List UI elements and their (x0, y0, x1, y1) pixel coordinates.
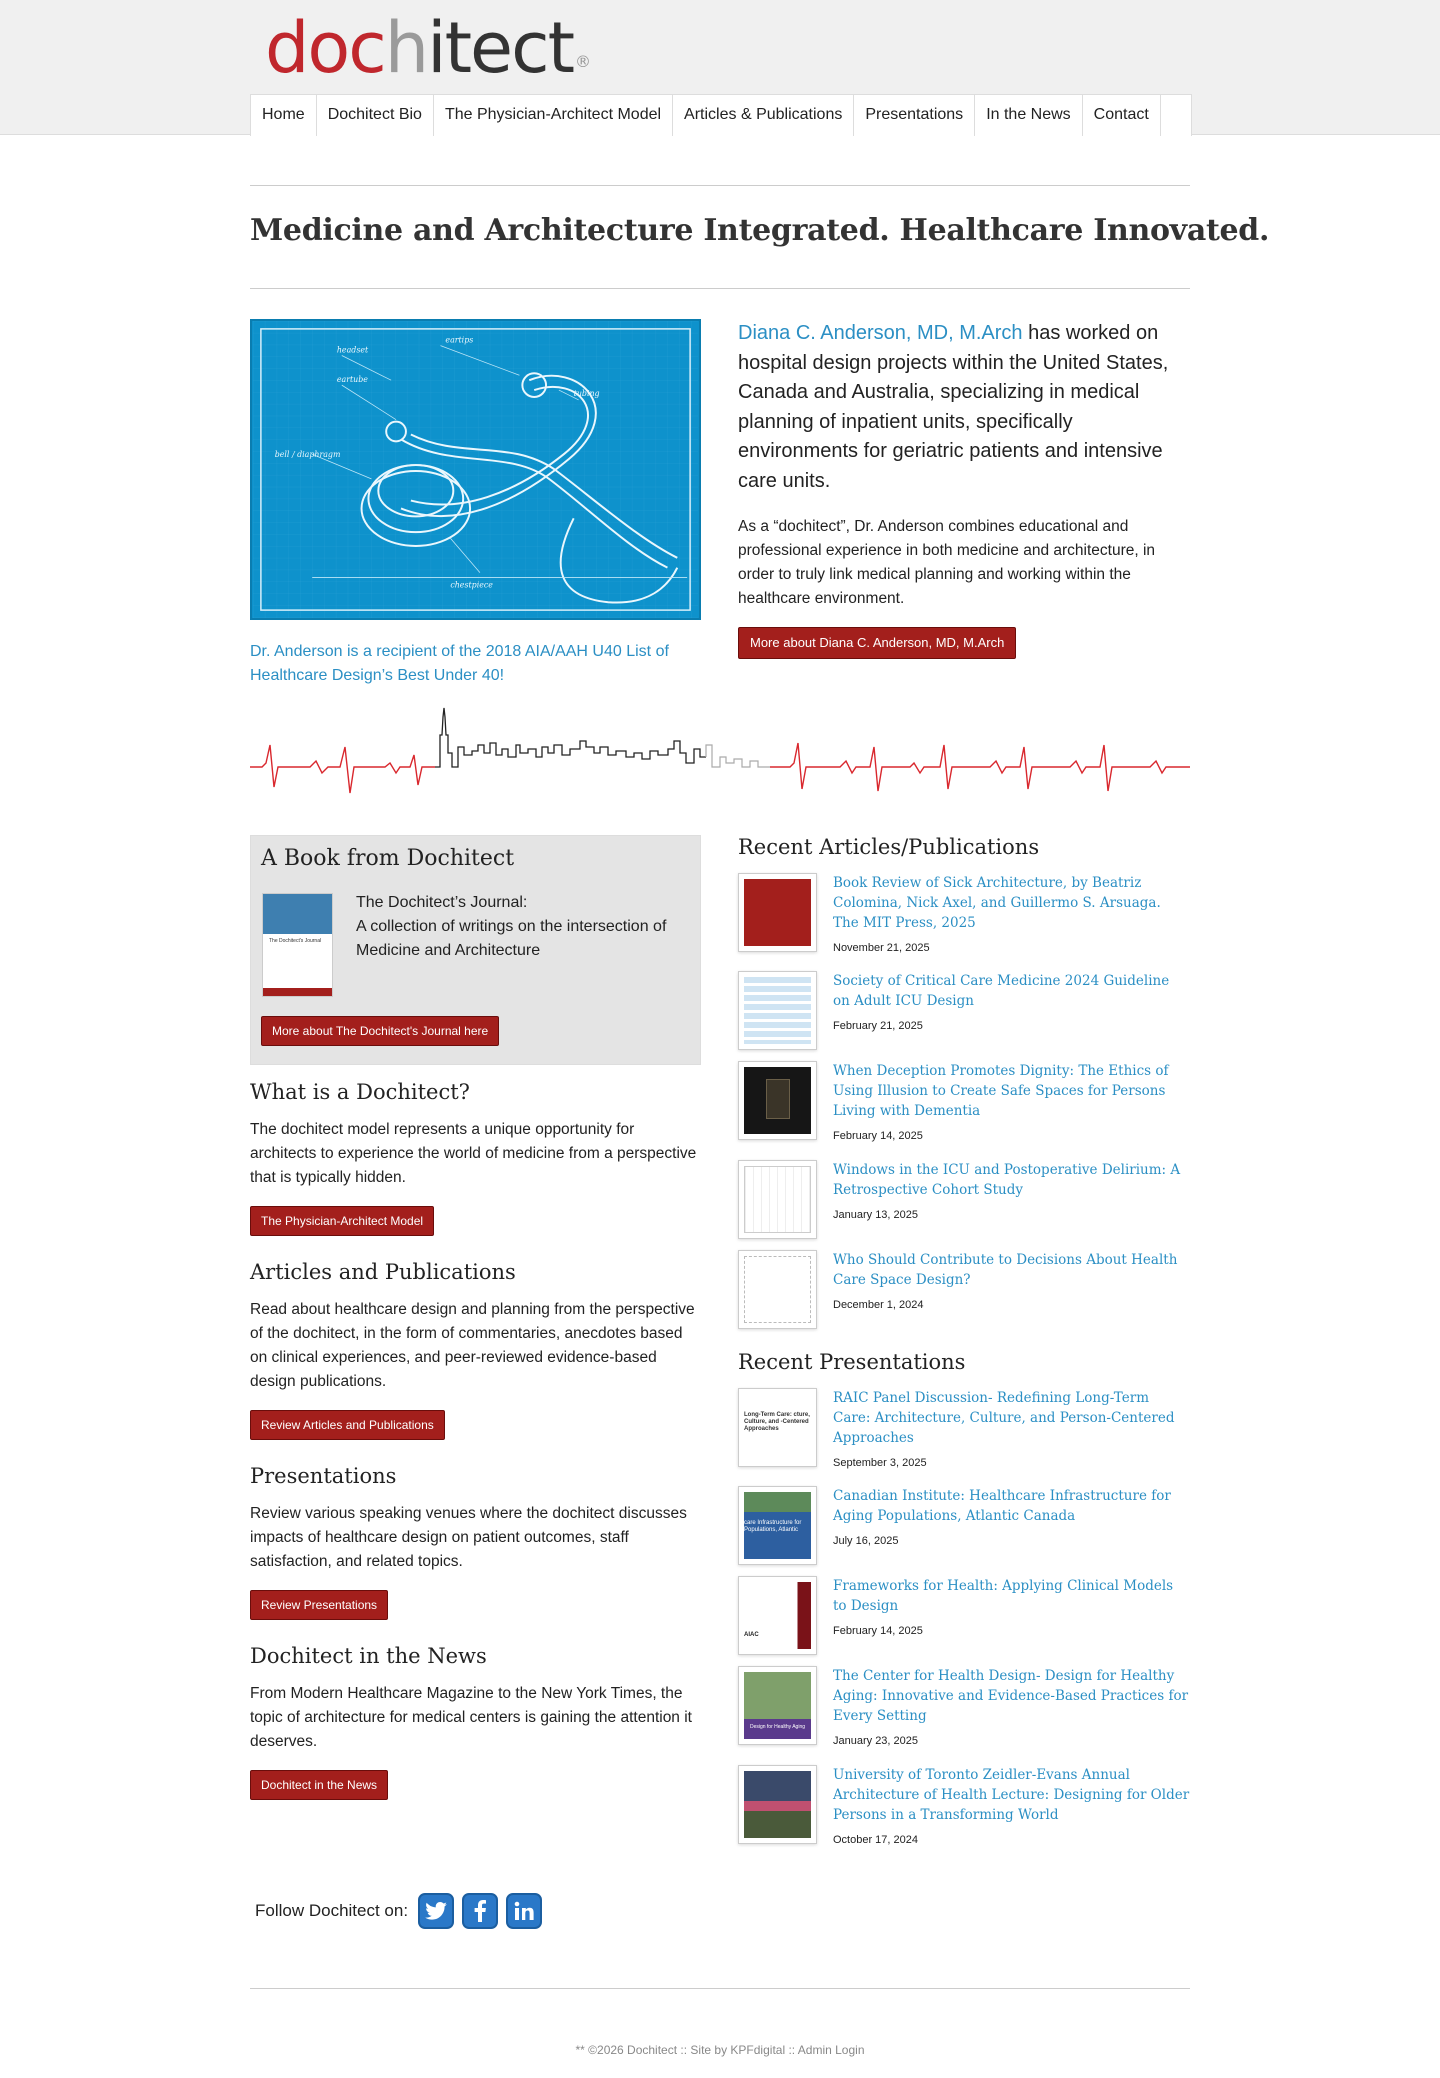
label-eartube: eartube (336, 375, 368, 385)
cover-blueprint-band (263, 894, 332, 934)
presentation-title-link[interactable]: Canadian Institute: Healthcare Infrastructure for Aging Populations, Atlantic Canada (833, 1488, 1171, 1524)
recent-articles-heading: Recent Articles/Publications (738, 835, 1040, 859)
doctor-name-link[interactable]: Diana C. Anderson, MD, M.Arch (738, 322, 1023, 344)
article-title-link[interactable]: When Deception Promotes Dignity: The Ethics of Using Illusion to Create Safe Spaces for Persons Living with Dementia (833, 1063, 1169, 1119)
recent-presentations-heading: Recent Presentations (738, 1350, 966, 1374)
page-tagline: Medicine and Architecture Integrated. Healthcare Innovated. (250, 213, 1270, 248)
more-about-journal-button[interactable]: More about The Dochitect's Journal here (261, 1016, 499, 1046)
section-text: From Modern Healthcare Magazine to the New York Times, the topic of architecture for medical centers is gaining the attention it deserves. (250, 1685, 692, 1750)
book-name-line: The Dochitect’s Journal: (356, 894, 528, 911)
presentation-date: January 23, 2025 (833, 1735, 919, 1747)
article-thumbnail[interactable] (738, 1160, 817, 1239)
section-title: Presentations (250, 1464, 397, 1488)
article-title-link[interactable]: Windows in the ICU and Postoperative Delirium: A Retrospective Cohort Study (833, 1162, 1181, 1198)
article-thumbnail[interactable] (738, 1061, 817, 1140)
presentation-title-link[interactable]: University of Toronto Zeidler-Evans Annual Architecture of Health Lecture: Designing for Older Persons in a Transforming World (833, 1767, 1190, 1823)
presentation-title-link[interactable]: RAIC Panel Discussion- Redefining Long-Term Care: Architecture, Culture, and Person-Centered Approaches (833, 1390, 1175, 1446)
presentation-title-link[interactable]: Frameworks for Health: Applying Clinical Models to Design (833, 1578, 1174, 1614)
presentation-thumbnail[interactable] (738, 1576, 817, 1655)
article-item (738, 1061, 1190, 1141)
nav-dochitect-bio[interactable]: Dochitect Bio (317, 95, 434, 136)
article-item (738, 1250, 1190, 1330)
book-promo-box (250, 835, 701, 1065)
article-title-link[interactable]: Who Should Contribute to Decisions About Health Care Space Design? (833, 1252, 1178, 1288)
section-in-the-news (250, 1644, 701, 1800)
presentation-thumbnail[interactable] (738, 1486, 817, 1565)
logo-part-doc: doc (265, 7, 385, 89)
linkedin-icon[interactable] (506, 1893, 542, 1929)
section-title: What is a Dochitect? (250, 1080, 470, 1104)
physician-architect-model-button[interactable]: The Physician-Architect Model (250, 1206, 434, 1236)
presentation-item (738, 1666, 1190, 1746)
presentation-date: February 14, 2025 (833, 1625, 923, 1637)
registered-mark: ® (575, 52, 592, 71)
nav-contact[interactable]: Contact (1083, 95, 1161, 136)
article-date: January 13, 2025 (833, 1209, 919, 1221)
nav-articles-publications[interactable]: Articles & Publications (673, 95, 854, 136)
cover-footer-band (263, 988, 332, 996)
stethoscope-blueprint-image (250, 319, 701, 620)
book-box-title: A Book from Dochitect (261, 846, 515, 871)
article-date: February 14, 2025 (833, 1130, 923, 1142)
article-item (738, 1160, 1190, 1240)
blueprint-svg (252, 321, 699, 618)
dochitect-in-news-button[interactable]: Dochitect in the News (250, 1770, 388, 1800)
label-headset: headset (336, 345, 369, 355)
review-presentations-button[interactable]: Review Presentations (250, 1590, 388, 1620)
section-text: Read about healthcare design and planning from the perspective of the dochitect, in the form of commentaries, anecdotes based on clinical experiences, and peer-reviewed evidence-based design publications. (250, 1301, 695, 1390)
section-text: The dochitect model represents a unique opportunity for architects to experience the world of medicine from a perspective that is typically hidden. (250, 1121, 697, 1186)
footer-divider (250, 1988, 1190, 1989)
intro-lead (738, 319, 1190, 496)
label-tubing: tubing (573, 388, 600, 398)
site-header (0, 0, 1440, 135)
book-subtitle-line: A collection of writings on the intersection of Medicine and Architecture (356, 918, 667, 959)
presentation-thumbnail[interactable] (738, 1666, 817, 1745)
thumb-caption (744, 1771, 811, 1838)
article-date: November 21, 2025 (833, 942, 930, 954)
award-notice[interactable]: Dr. Anderson is a recipient of the 2018 AIA/AAH U40 List of Healthcare Design’s Best Under 40! (250, 643, 669, 684)
thumb-caption: care Infrastructure for Populations, Atlantic (744, 1492, 811, 1559)
article-thumbnail[interactable] (738, 1250, 817, 1329)
section-articles (250, 1260, 701, 1440)
thumb-caption: Long-Term Care: cture, Culture, and -Centered Approaches (744, 1412, 810, 1432)
nav-spacer (1161, 95, 1191, 136)
presentation-title-link[interactable]: The Center for Health Design- Design for Healthy Aging: Innovative and Evidence-Based Practices for Every Setting (833, 1668, 1189, 1724)
section-text: Review various speaking venues where the dochitect discusses impacts of healthcare design on patient outcomes, staff satisfaction, and related topics. (250, 1505, 687, 1570)
presentation-item (738, 1576, 1190, 1656)
intro-body-text: As a “dochitect”, Dr. Anderson combines educational and professional experience in both medicine and architecture, in order to truly link medical planning and working within the healthcare environment. (738, 518, 1156, 607)
article-title-link[interactable]: Book Review of Sick Architecture, by Beatriz Colomina, Nick Axel, and Guillermo S. Arsuaga. The MIT Press, 2025 (833, 875, 1161, 931)
book-cover-image[interactable] (262, 893, 333, 997)
twitter-icon[interactable] (418, 1893, 454, 1929)
presentation-thumbnail[interactable] (738, 1388, 817, 1467)
article-item (738, 971, 1190, 1051)
article-item (738, 873, 1190, 953)
section-title: Dochitect in the News (250, 1644, 487, 1668)
label-bell-diaphragm: bell / diaphragm (274, 450, 341, 460)
nav-home[interactable]: Home (251, 95, 317, 136)
nav-presentations[interactable]: Presentations (854, 95, 975, 136)
article-thumbnail[interactable] (738, 971, 817, 1050)
more-about-anderson-button[interactable]: More about Diana C. Anderson, MD, M.Arch (738, 627, 1016, 659)
presentation-thumbnail[interactable] (738, 1765, 817, 1844)
intro-lead-text: has worked on hospital design projects within the United States, Canada and Australia, specializing in medical planning of inpatient units, specifically environments for geriatric patients and intensive care units. (738, 322, 1169, 492)
article-thumbnail[interactable] (738, 873, 817, 952)
article-date: December 1, 2024 (833, 1299, 924, 1311)
article-date: February 21, 2025 (833, 1020, 923, 1032)
presentation-item (738, 1486, 1190, 1566)
label-chestpiece: chestpiece (450, 580, 493, 590)
section-title: Articles and Publications (250, 1260, 516, 1284)
follow-label: Follow Dochitect on: (255, 1901, 409, 1920)
section-what-is-dochitect (250, 1080, 701, 1236)
nav-physician-architect-model[interactable]: The Physician-Architect Model (434, 95, 673, 136)
thumb-caption: AIAC (744, 1582, 811, 1649)
facebook-icon[interactable] (462, 1893, 498, 1929)
divider (250, 288, 1190, 289)
label-eartips: eartips (445, 335, 474, 345)
logo-part-itect: itect (427, 7, 574, 89)
nav-in-the-news[interactable]: In the News (975, 95, 1082, 136)
site-footer: ** ©2026 Dochitect :: Site by KPFdigital :: Admin Login (575, 2043, 865, 2057)
heartbeat-skyline-graphic (250, 705, 1190, 805)
presentation-date: July 16, 2025 (833, 1535, 899, 1547)
social-follow (255, 1893, 542, 1929)
review-articles-button[interactable]: Review Articles and Publications (250, 1410, 445, 1440)
logo-part-h: h (384, 7, 428, 89)
presentation-date: September 3, 2025 (833, 1457, 927, 1469)
site-logo[interactable] (265, 6, 592, 90)
main-nav (250, 94, 1192, 136)
thumb-caption: Design for Healthy Aging (744, 1672, 811, 1739)
cover-title: The Dochitect's Journal (269, 938, 322, 944)
presentation-date: October 17, 2024 (833, 1834, 919, 1846)
book-description (356, 891, 686, 963)
presentation-item (738, 1765, 1190, 1845)
intro-body (738, 515, 1190, 659)
section-presentations (250, 1464, 701, 1620)
divider (250, 185, 1190, 186)
presentation-item (738, 1388, 1190, 1468)
article-title-link[interactable]: Society of Critical Care Medicine 2024 Guideline on Adult ICU Design (833, 973, 1170, 1009)
